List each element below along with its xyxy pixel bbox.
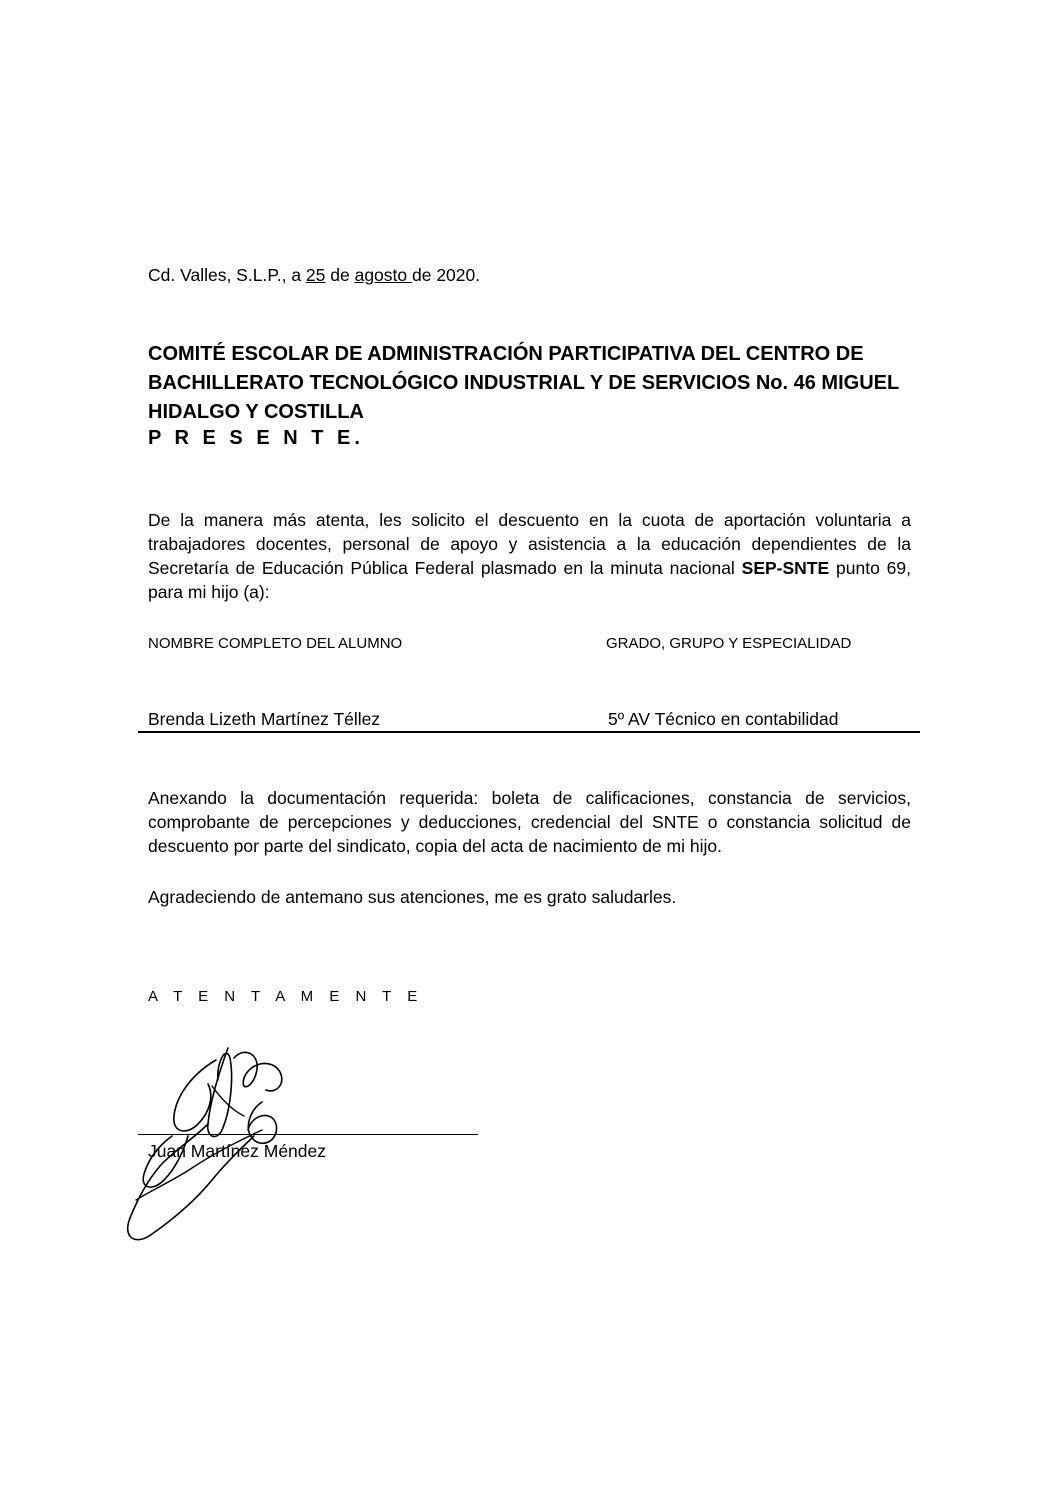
- addressee-block: [148, 340, 928, 427]
- request-text-start: De la manera más atenta, les solicito el descuento en la cuota de aportación voluntaria a trabajadores docentes, personal de apoyo y asistencia a la educación dependientes de la Secretaría de Educación Pública Federal plasmado en la minuta nacional: [148, 510, 911, 578]
- header-grade-group: GRADO, GRUPO Y ESPECIALIDAD: [606, 635, 852, 652]
- sign-off: A T E N T A M E N T E: [148, 988, 424, 1005]
- addressee-line-1: COMITÉ ESCOLAR DE ADMINISTRACIÓN PARTICIPATIVA DEL CENTRO DE: [148, 343, 864, 365]
- handwritten-signature: [112, 1040, 302, 1250]
- attachments-paragraph: Anexando la documentación requerida: boleta de calificaciones, constancia de servicios, comprobante de percepciones y deducciones, credencial del SNTE o constancia solicitud de descuento por parte del sindicato, copia del acta de nacimiento de mi hijo.: [148, 788, 911, 856]
- place-date-day: 25: [305, 265, 326, 285]
- signer-name: Juan Martínez Méndez: [148, 1141, 327, 1161]
- header-student-name: NOMBRE COMPLETO DEL ALUMNO: [148, 635, 403, 652]
- student-row-rule: [138, 731, 920, 733]
- addressee-line-3: HIDALGO Y COSTILLA: [148, 401, 364, 423]
- presente-heading: P R E S E N T E.: [148, 427, 364, 449]
- addressee-line-2: BACHILLERATO TECNOLÓGICO INDUSTRIAL Y DE SERVICIOS No. 46 MIGUEL: [148, 372, 900, 394]
- request-text-end: punto 69, para mi hijo (a):: [148, 558, 911, 602]
- place-date-month: agosto: [354, 265, 412, 285]
- place-date-suffix: de 2020.: [412, 265, 481, 285]
- place-date: [148, 262, 480, 288]
- closing-line: Agradeciendo de antemano sus atenciones, me es grato saludarles.: [148, 887, 677, 907]
- place-date-mid: de: [325, 265, 355, 285]
- request-bold-text: SEP-SNTE: [741, 558, 830, 578]
- request-paragraph: [148, 508, 911, 604]
- student-grade-value: 5º AV Técnico en contabilidad: [608, 709, 839, 729]
- place-date-prefix: Cd. Valles, S.L.P., a: [148, 265, 306, 285]
- student-name-value: Brenda Lizeth Martínez Téllez: [148, 709, 381, 729]
